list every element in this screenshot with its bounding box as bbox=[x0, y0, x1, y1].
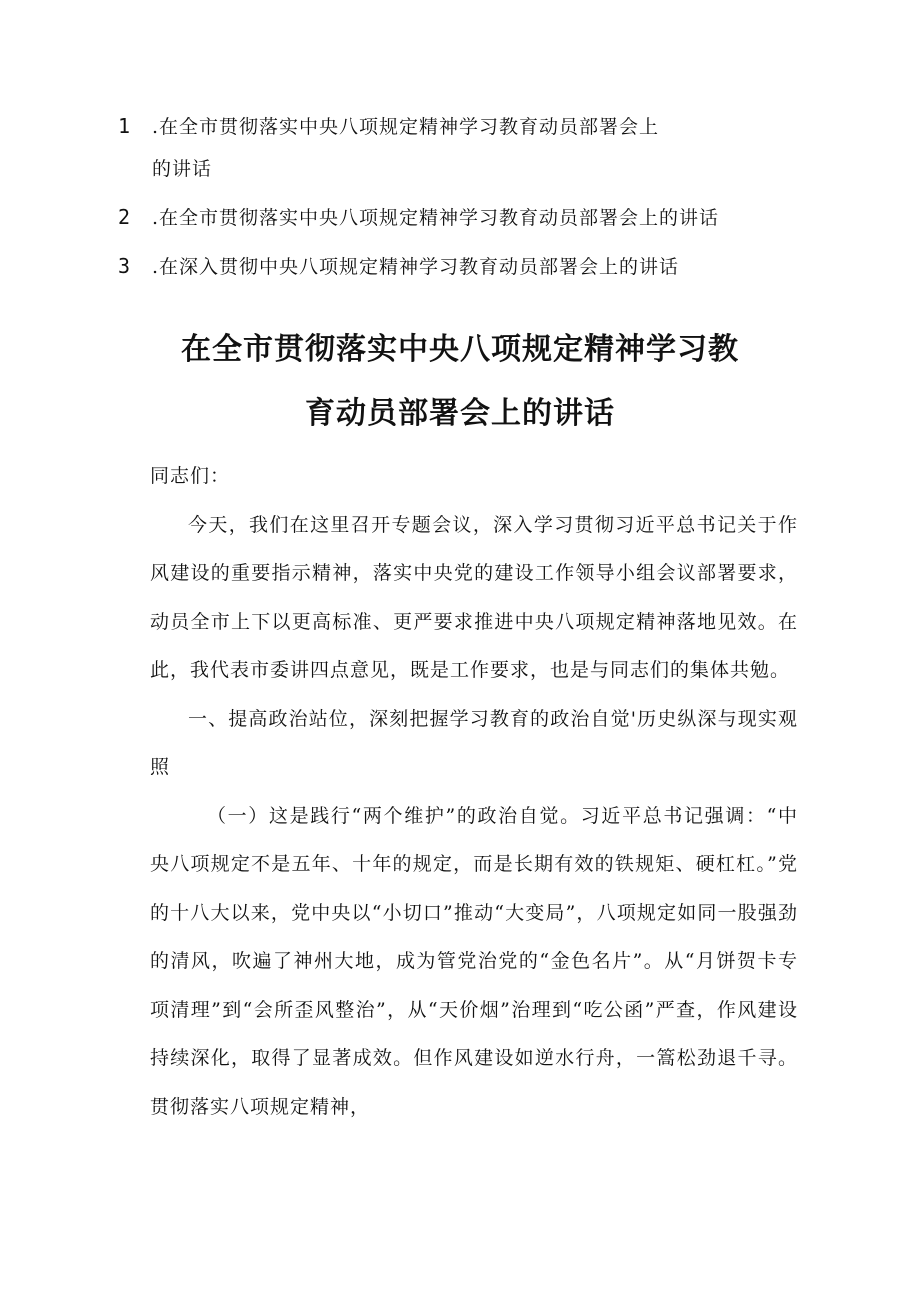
toc-item-continuation: 的讲话 bbox=[152, 158, 213, 180]
speech-body bbox=[150, 452, 798, 1131]
salutation: 同志们： bbox=[150, 465, 231, 487]
table-of-contents bbox=[118, 102, 818, 291]
toc-item-text: .在深入贯彻中央八项规定精神学习教育动员部署会上的讲话 bbox=[152, 256, 680, 278]
toc-item-1 bbox=[118, 102, 818, 193]
toc-item-number: 3 bbox=[118, 254, 132, 278]
opening-paragraph: 今天，我们在这里召开专题会议，深入学习贯彻习近平总书记关于作风建设的重要指示精神，落实中央党的建设工作领导小组会议部署要求，动员全市上下以更高标准、更严要求推进中央八项规定精神落地见效。在此，我代表市委讲四点意见，既是工作要求，也是与同志们的集体共勉。 bbox=[150, 513, 798, 681]
document-title bbox=[90, 318, 830, 446]
toc-item-number: 2 bbox=[118, 205, 132, 229]
toc-item-text: .在全市贯彻落实中央八项规定精神学习教育动员部署会上 bbox=[152, 116, 660, 138]
toc-item-3 bbox=[118, 242, 818, 291]
toc-item-number: 1 bbox=[118, 114, 132, 138]
title-line-2: 育动员部署会上的讲话 bbox=[305, 396, 615, 431]
title-line-1: 在全市贯彻落实中央八项规定精神学习教 bbox=[181, 332, 739, 367]
toc-item-2 bbox=[118, 193, 818, 242]
subsection-paragraph-1: （一）这是践行“两个维护”的政治自觉。习近平总书记强调：“中央八项规定不是五年、十年的规定，而是长期有效的铁规矩、硬杠杠。”党的十八大以来，党中央以“小切口”推动“大变局”，八项规定如同一股强劲的清风，吹遍了神州大地，成为管党治党的“金色名片”。从“月饼贺卡专项清理”到“会所歪风整治”，从“天价烟”治理到“吃公函”严查，作风建设持续深化，取得了显著成效。但作风建设如逆水行舟，一篙松劲退千寻。贯彻落实八项规定精神， bbox=[150, 804, 798, 1118]
section-heading-1: 一、提高政治站位，深刻把握学习教育的政治自觉'历史纵深与现实观照 bbox=[150, 707, 798, 778]
toc-item-text: .在全市贯彻落实中央八项规定精神学习教育动员部署会上的讲话 bbox=[152, 207, 720, 229]
